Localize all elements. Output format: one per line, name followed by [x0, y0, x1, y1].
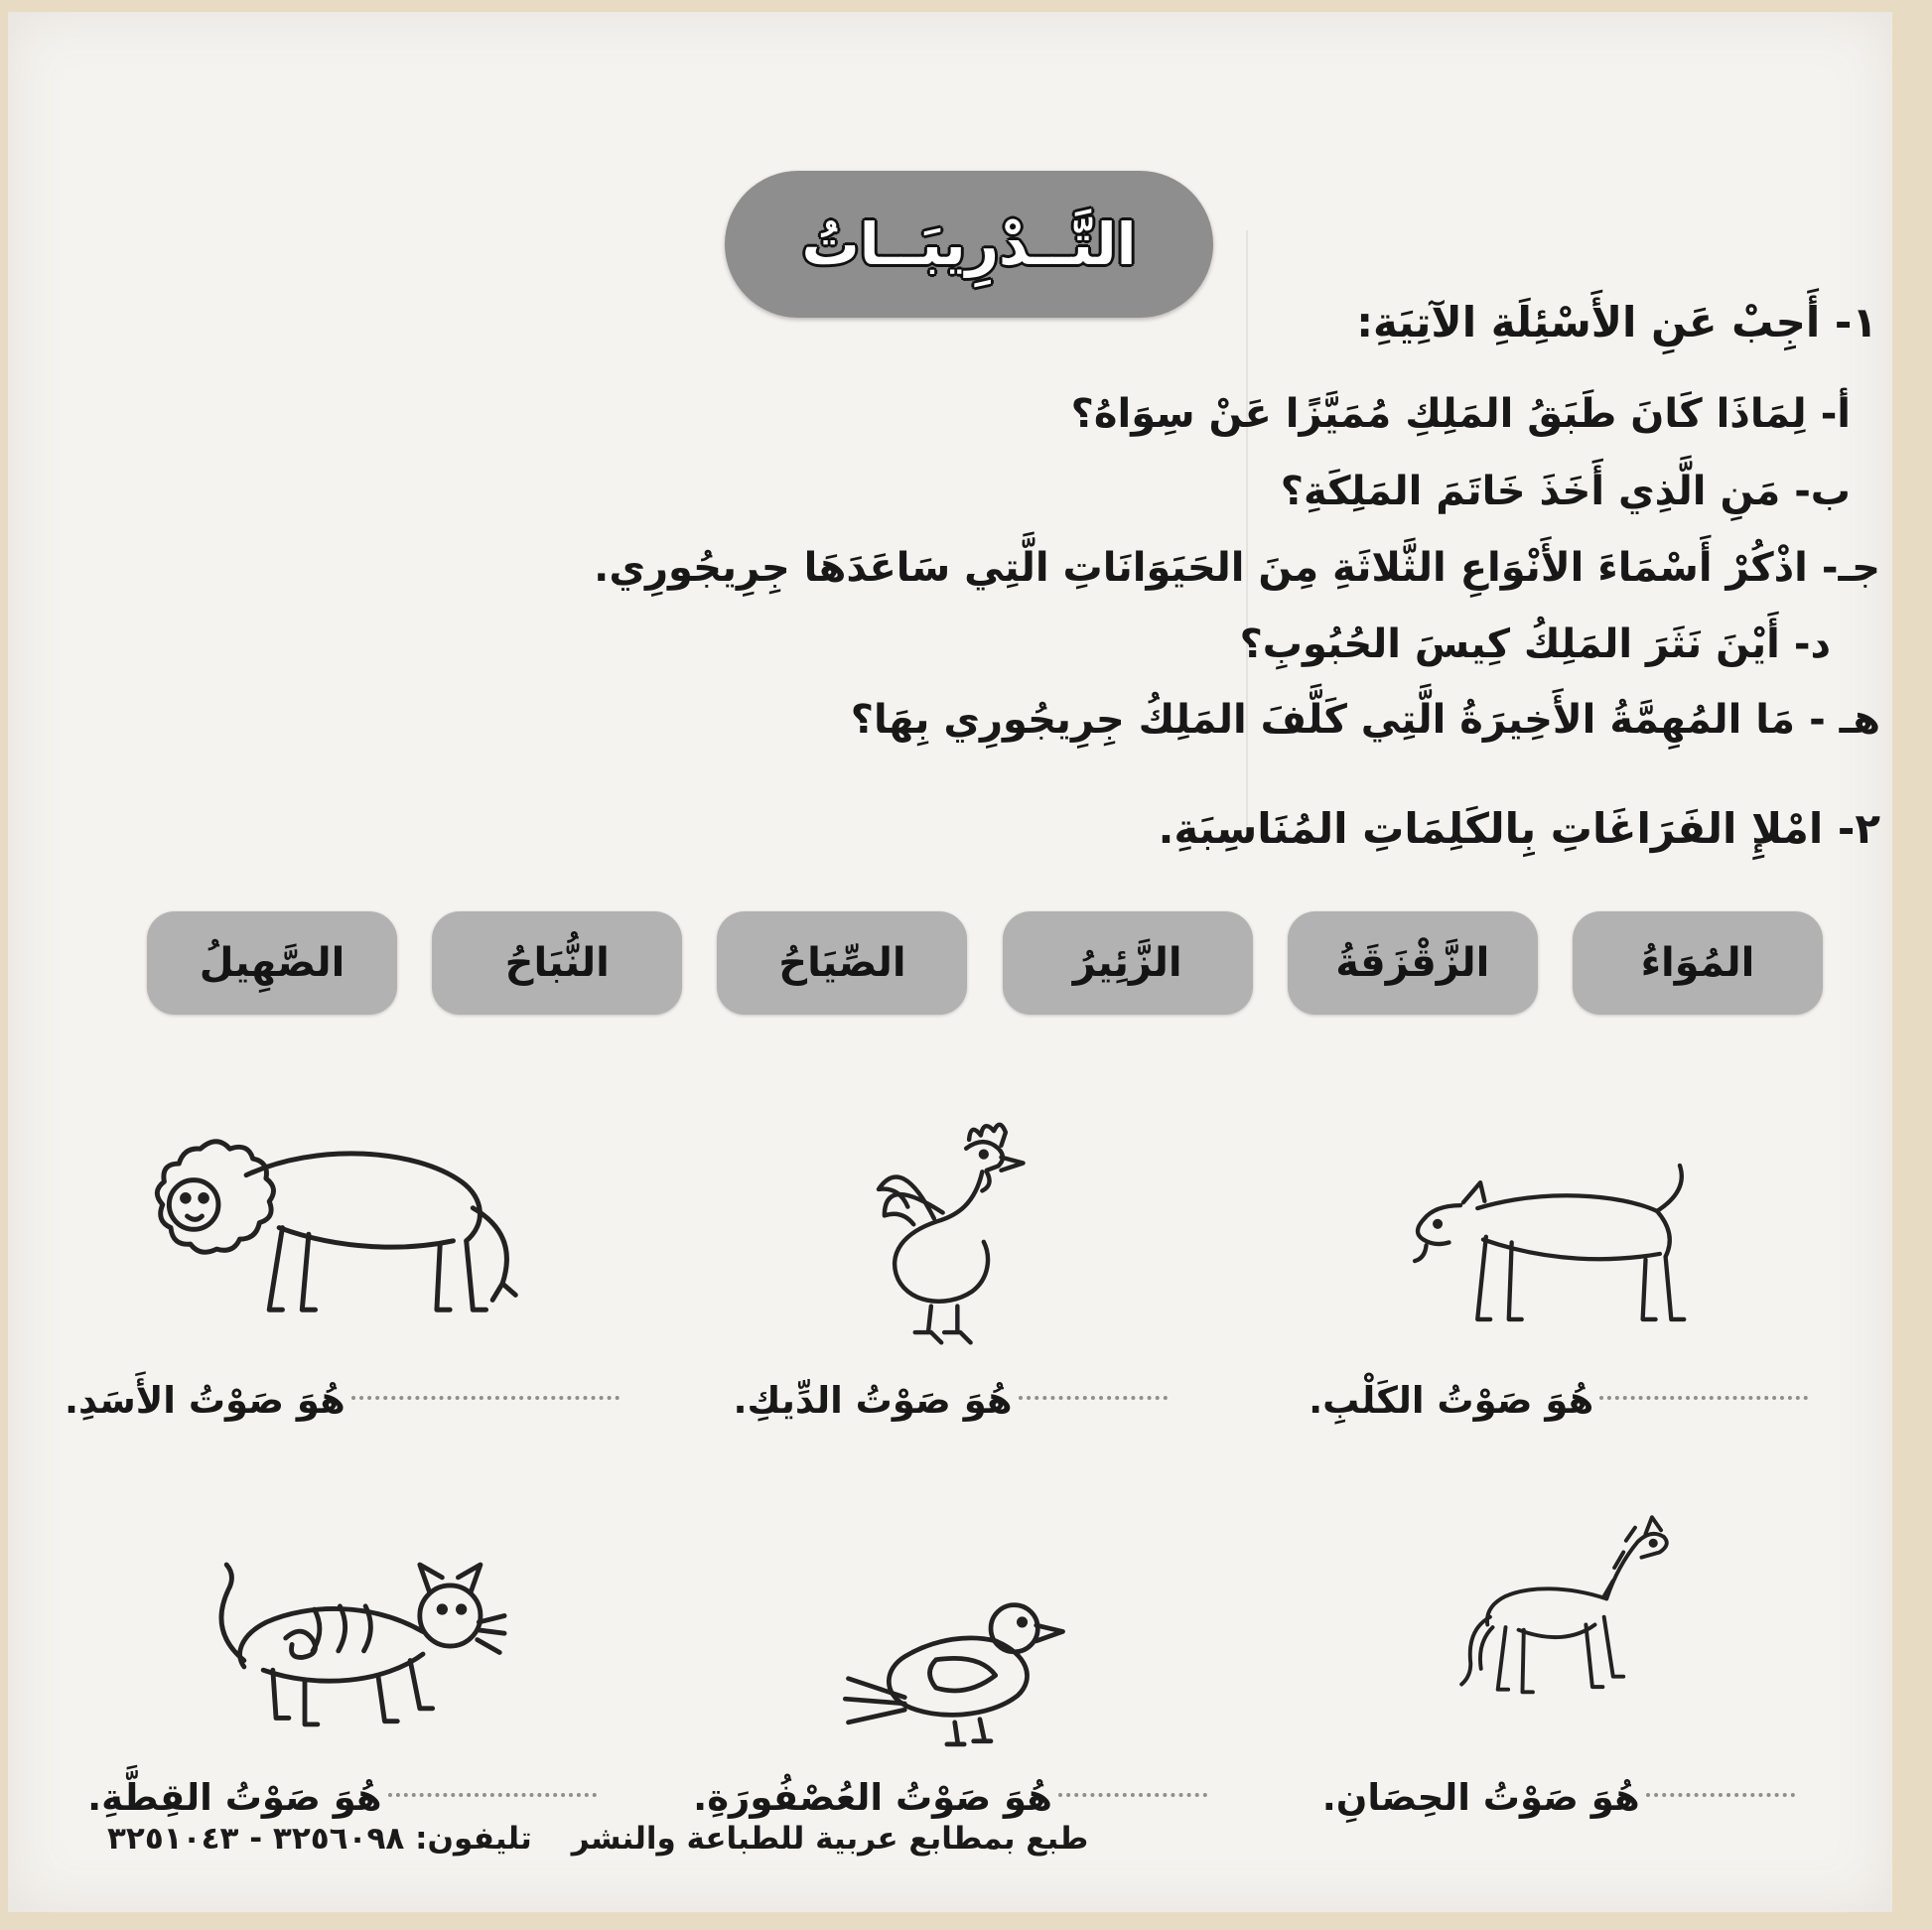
lion-caption: هُوَ صَوْتُ الأَسَدِ. [65, 1379, 620, 1422]
cat-image [158, 1510, 525, 1766]
word-chip-roaring: الزَّئِيرُ [1003, 911, 1253, 1015]
question-j-text: اذْكُرْ أَسْمَاءَ الأَنْوَاعِ الثَّلاثَةِ مِنَ الحَيَوَانَاتِ الَّتِي سَاعَدَهَا جِرِيجُورِي. [594, 545, 1808, 591]
cat-answer-blank [388, 1789, 597, 1797]
question-a-label: أ- [1820, 391, 1851, 437]
dog-item [1254, 1044, 1863, 1422]
exercises-title-banner [725, 171, 1213, 318]
lion-image [128, 1106, 555, 1369]
rooster-image [826, 1103, 1074, 1369]
bird-item [646, 1422, 1255, 1819]
question-b [1281, 469, 1851, 514]
word-chip-crowing: الصِّيَاحُ [717, 911, 967, 1015]
question-j-label: جـ- [1821, 545, 1880, 591]
word-bank [147, 910, 1823, 1016]
question-d [1240, 621, 1831, 667]
dog-caption: هُوَ صَوْتُ الكَلْبِ. [1309, 1379, 1808, 1422]
question-d-text: أَيْنَ نَثَرَ المَلِكُ كِيسَ الحُبُوبِ؟ [1239, 621, 1780, 667]
horse-answer-blank [1646, 1789, 1795, 1797]
dog-image [1395, 1136, 1723, 1369]
printer-phone: تليفون: ٣٢٥٦٠٩٨ - ٣٢٥١٠٤٣ [107, 1821, 532, 1857]
question-h [851, 697, 1880, 743]
question-h-label: هـ - [1809, 697, 1880, 743]
question-b-text: مَنِ الَّذِي أَخَذَ خَاتَمَ المَلِكَةِ؟ [1280, 469, 1781, 514]
question-h-text: مَا المُهِمَّةُ الأَخِيرَةُ الَّتِي كَلَّفَ المَلِكُ جِرِيجُورِي بِهَا؟ [850, 697, 1796, 743]
worksheet-page [8, 12, 1892, 1912]
question-j [594, 545, 1880, 591]
printer-credit: طبع بمطابع عربية للطباعة والنشر [571, 1821, 1089, 1857]
word-chip-neighing: الصَّهِيلُ [147, 911, 397, 1015]
question-a-text: لِمَاذَا كَانَ طَبَقُ المَلِكِ مُمَيَّزًا عَنْ سِوَاهُ؟ [1070, 391, 1807, 437]
word-chip-chirping: الزَّقْزَقَةُ [1288, 911, 1538, 1015]
bird-answer-blank [1058, 1789, 1207, 1797]
horse-image [1410, 1483, 1708, 1766]
question-a [1071, 391, 1851, 437]
dog-answer-blank [1599, 1392, 1808, 1400]
cat-caption: هُوَ صَوْتُ القِطَّةِ. [87, 1776, 597, 1819]
question-d-label: د- [1793, 621, 1831, 667]
lion-item [38, 1044, 646, 1422]
exercise2-heading: ٢- امْلإِ الفَرَاغَاتِ بِالكَلِمَاتِ المُنَاسِبَةِ. [1158, 804, 1880, 853]
rooster-answer-blank [1019, 1392, 1168, 1400]
page-title: التَّــدْرِيبَــاتُ [801, 210, 1137, 278]
animal-row-1 [38, 1044, 1863, 1422]
rooster-item [646, 1044, 1255, 1422]
word-chip-barking: النُّبَاحُ [432, 911, 682, 1015]
word-chip-mewing: المُوَاءُ [1573, 911, 1823, 1015]
bird-image [801, 1563, 1099, 1766]
rooster-caption: هُوَ صَوْتُ الدِّيكِ. [733, 1379, 1167, 1422]
cat-item [38, 1422, 646, 1819]
question-b-label: ب- [1794, 469, 1851, 514]
bird-caption: هُوَ صَوْتُ العُصْفُورَةِ. [693, 1776, 1207, 1819]
horse-caption: هُوَ صَوْتُ الحِصَانِ. [1322, 1776, 1795, 1819]
lion-answer-blank [351, 1392, 620, 1400]
animal-row-2 [38, 1422, 1863, 1819]
exercise1-heading: ١- أَجِبْ عَنِ الأَسْئِلَةِ الآتِيَةِ: [1356, 298, 1877, 346]
print-footer [107, 1821, 1088, 1857]
horse-item [1254, 1422, 1863, 1819]
